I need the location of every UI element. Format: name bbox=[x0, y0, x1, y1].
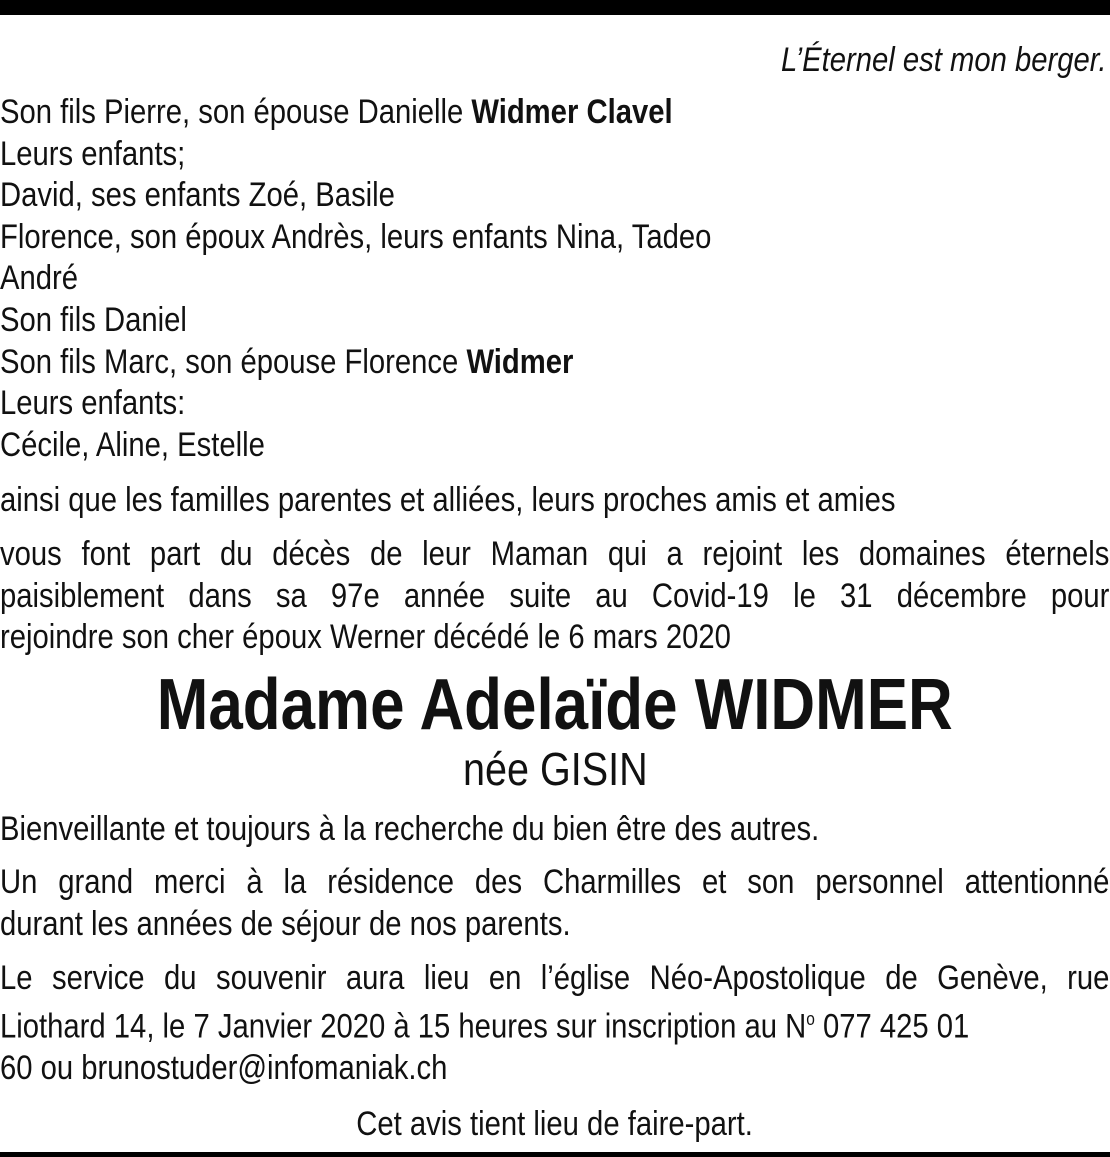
family-list bbox=[0, 92, 1110, 466]
family-line bbox=[0, 342, 955, 384]
tribute-line: Bienveillante et toujours à la recherche du bien être des autres. bbox=[0, 809, 820, 848]
closing-line bbox=[0, 1104, 1110, 1146]
service-line: 60 ou brunostuder@infomaniak.ch bbox=[0, 1049, 448, 1088]
family-line bbox=[0, 258, 955, 300]
family-line-text: André bbox=[0, 259, 79, 298]
family-line bbox=[0, 300, 955, 342]
family-line-text: Cécile, Aline, Estelle bbox=[0, 425, 265, 464]
family-line-surname: Widmer bbox=[466, 342, 574, 381]
epigraph: L’Éternel est mon berger. bbox=[780, 41, 1107, 79]
bottom-rule bbox=[0, 1152, 1110, 1157]
announcement-line: vous font part du décès de leur Maman qui a rejoint les domaines éternels bbox=[0, 534, 1110, 573]
closing-text: Cet avis tient lieu de faire-part. bbox=[356, 1104, 754, 1143]
service-line bbox=[0, 999, 970, 1048]
family-line-text: Son fils Pierre, son épouse Danielle bbox=[0, 93, 472, 131]
family-line-text: David, ses enfants Zoé, Basile bbox=[0, 176, 395, 215]
announcement-paragraph bbox=[0, 534, 1110, 659]
deceased-name: Madame Adelaïde WIDMER bbox=[157, 664, 953, 745]
thanks-line: durant les années de séjour de nos parents. bbox=[0, 904, 571, 943]
service-line-text: Liothard 14, le 7 Janvier 2020 à 15 heures sur inscription au N bbox=[0, 1007, 807, 1046]
thanks-paragraph bbox=[0, 862, 1110, 945]
family-line-text: Leurs enfants: bbox=[0, 384, 186, 423]
maiden-name: née GISIN bbox=[462, 742, 648, 795]
family-line-surname: Widmer Clavel bbox=[471, 93, 673, 131]
family-line bbox=[0, 425, 955, 467]
family-line bbox=[0, 134, 955, 176]
family-line-text: Leurs enfants; bbox=[0, 134, 186, 173]
family-line-text: Son fils Marc, son épouse Florence bbox=[0, 342, 467, 381]
top-rule bbox=[0, 0, 1110, 15]
obituary-notice bbox=[0, 38, 1110, 1145]
family-line bbox=[0, 383, 955, 425]
announcement-line: rejoindre son cher époux Werner décédé le 6 mars 2020 bbox=[0, 618, 731, 657]
service-paragraph bbox=[0, 958, 1110, 1090]
phone-number: 077 425 01 bbox=[814, 1007, 970, 1046]
family-line bbox=[0, 217, 955, 259]
allied-families-line: ainsi que les familles parentes et alliées, leurs proches amis et amies bbox=[0, 481, 896, 520]
announcement-line: paisiblement dans sa 97e année suite au Covid-19 le 31 décembre pour bbox=[0, 576, 1110, 615]
number-superscript: o bbox=[806, 1009, 815, 1030]
deceased-name-block bbox=[0, 664, 1110, 795]
family-line-text: Florence, son époux Andrès, leurs enfants Nina, Tadeo bbox=[0, 217, 712, 256]
service-line: Le service du souvenir aura lieu en l’église Néo-Apostolique de Genève, rue bbox=[0, 958, 1110, 997]
family-line-text: Son fils Daniel bbox=[0, 300, 187, 339]
family-line bbox=[0, 175, 955, 217]
family-line bbox=[0, 92, 955, 134]
thanks-line: Un grand merci à la résidence des Charmilles et son personnel attentionné bbox=[0, 863, 1110, 902]
